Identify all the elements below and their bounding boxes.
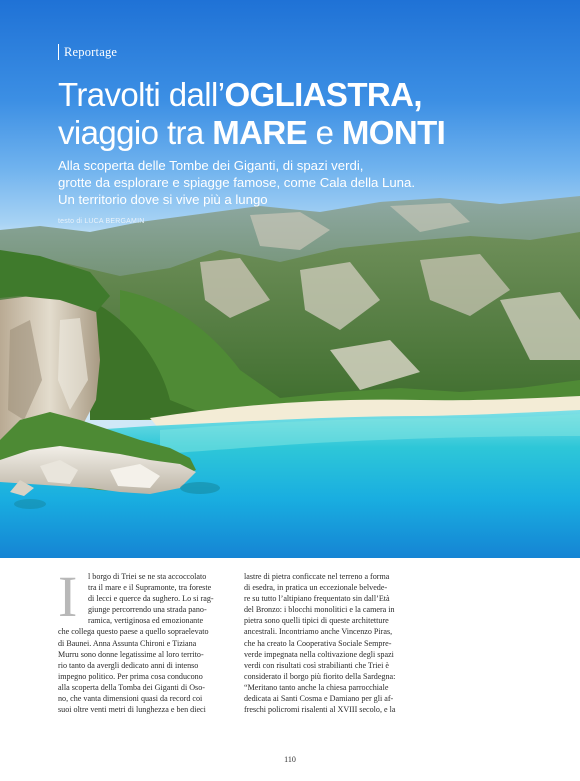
body-line: del Bronzo: i blocchi monolitici e la camera in bbox=[244, 605, 395, 615]
body-line: di lecci e querce da sughero. Lo si rag- bbox=[88, 594, 214, 604]
body-line: verdi con risultati così strabilianti che Triei è bbox=[244, 660, 389, 670]
body-line: dedicata ai Santi Cosma e Damiano per gli af- bbox=[244, 694, 394, 704]
drop-cap: I bbox=[58, 564, 78, 629]
standfirst-line: Alla scoperta delle Tombe dei Giganti, di spazi verdi, bbox=[58, 158, 364, 173]
headline-part: Travolti dall’ bbox=[58, 76, 225, 113]
byline: testo di LUCA BERGAMIN bbox=[58, 218, 145, 225]
body-column-1 bbox=[58, 564, 236, 715]
body-line: “Meritano tanto anche la chiesa parrocchiale bbox=[244, 682, 389, 692]
body-line: ancestrali. Incontriamo anche Vincenzo Piras, bbox=[244, 627, 393, 637]
body-line: l borgo di Triei se ne sta accoccolato bbox=[88, 572, 207, 581]
standfirst bbox=[58, 157, 478, 208]
body-line: no, che vanta dimensioni quasi da record coi bbox=[58, 694, 203, 704]
body-line: suoi oltre venti metri di lunghezza e ben dieci bbox=[58, 705, 206, 715]
body-line: tra il mare e il Supramonte, tra foreste bbox=[88, 583, 212, 593]
body-line: impegno politico. Per prima cosa conducono bbox=[58, 671, 203, 681]
body-line: verde impegnata nella coltivazione degli spazi bbox=[244, 649, 394, 659]
headline-part: MONTI bbox=[341, 114, 446, 151]
body-column-2 bbox=[244, 571, 422, 715]
body-line: che ha creato la Cooperativa Sociale Sempre- bbox=[244, 638, 392, 648]
body-line: di esedra, in pratica un eccezionale belvede- bbox=[244, 583, 388, 593]
headline-part: OGLIASTRA, bbox=[224, 76, 422, 113]
headline bbox=[58, 76, 558, 152]
headline-part: viaggio tra bbox=[58, 114, 213, 151]
headline-part: e bbox=[307, 114, 342, 151]
body-line: rio tanto da avergli dedicato anni di intenso bbox=[58, 660, 199, 670]
body-line: che collega questo paese a quello sopraelevato bbox=[58, 627, 209, 637]
body-line: considerato il borgo più fiorito della Sardegna: bbox=[244, 671, 396, 681]
body-line: alla scoperta della Tomba dei Giganti di Oso- bbox=[58, 682, 205, 692]
section-label bbox=[58, 44, 117, 60]
headline-line-1 bbox=[58, 76, 558, 114]
standfirst-line: Un territorio dove si vive più a lungo bbox=[58, 192, 268, 207]
body-line: re su tutto l’altipiano frequentato sin dall’Età bbox=[244, 594, 390, 604]
body-line: giunge percorrendo una strada pano- bbox=[88, 605, 207, 615]
section-label-text: Reportage bbox=[64, 45, 118, 59]
body-line: pietra sono quelli tipici di queste architetture bbox=[244, 616, 389, 626]
body-line: lastre di pietra conficcate nel terreno a forma bbox=[244, 572, 390, 581]
body-line: ramica, vertiginosa ed emozionante bbox=[88, 616, 204, 626]
body-line: di Baunei. Anna Assunta Chironi e Tiziana bbox=[58, 638, 197, 648]
body-line: freschi policromi risalenti al XVIII secolo, e la bbox=[244, 705, 396, 715]
page-number: 110 bbox=[284, 755, 296, 764]
body-line: Murru sono donne legatissime al loro territo- bbox=[58, 649, 204, 659]
headline-line-2 bbox=[58, 114, 558, 152]
standfirst-line: grotte da esplorare e spiagge famose, come Cala della Luna. bbox=[58, 175, 416, 190]
headline-part: MARE bbox=[212, 114, 307, 151]
